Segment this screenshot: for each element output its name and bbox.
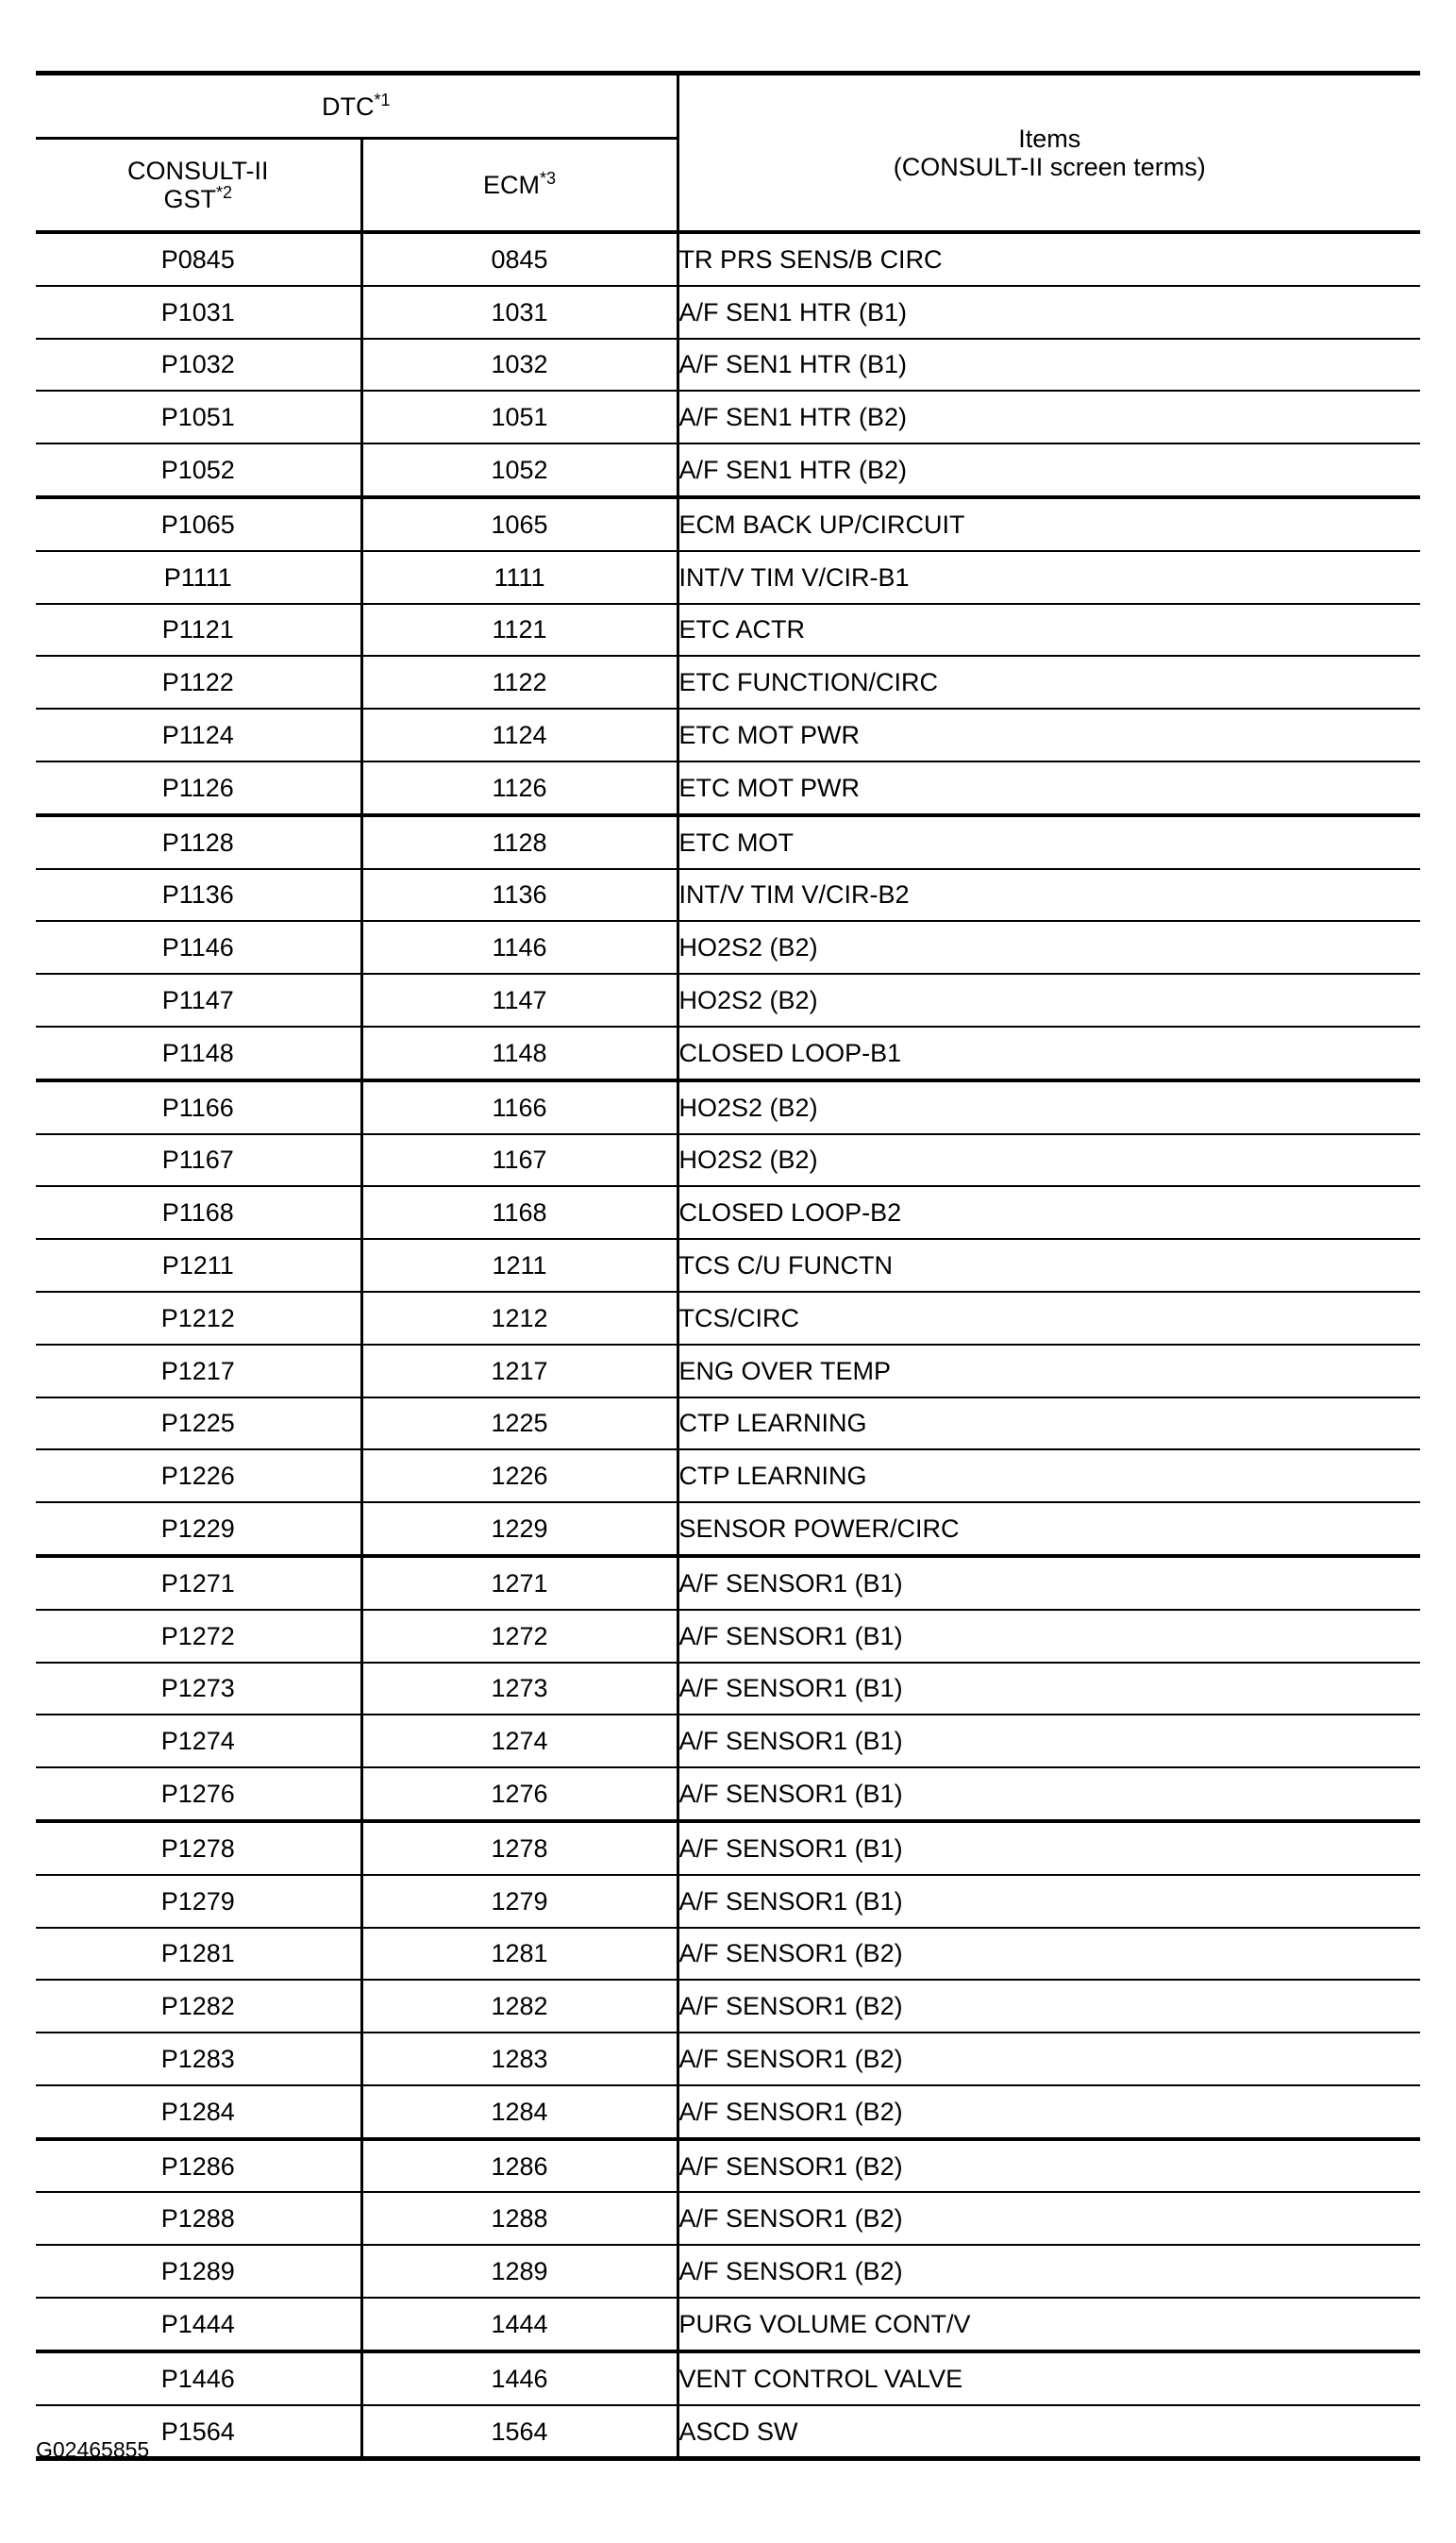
- ecm-code-cell: 1283: [361, 2033, 678, 2085]
- item-cell: A/F SENSOR1 (B2): [678, 2085, 1420, 2139]
- item-cell: A/F SENSOR1 (B2): [678, 2192, 1420, 2245]
- consult-code-cell: P1289: [36, 2245, 361, 2298]
- gst-header-label: GST: [163, 185, 216, 213]
- table-row: [36, 286, 1420, 339]
- table-row: [36, 1027, 1420, 1080]
- item-cell: CLOSED LOOP-B1: [678, 1027, 1420, 1080]
- item-cell: TCS/CIRC: [678, 1292, 1420, 1345]
- ecm-code-cell: 1274: [361, 1715, 678, 1767]
- table-row: [36, 232, 1420, 286]
- table-row: [36, 2351, 1420, 2405]
- ecm-code-cell: 1217: [361, 1345, 678, 1397]
- consult-code-cell: P1274: [36, 1715, 361, 1767]
- ecm-code-cell: 1446: [361, 2351, 678, 2405]
- consult-code-cell: P1122: [36, 656, 361, 709]
- ecm-code-cell: 1282: [361, 1980, 678, 2033]
- ecm-code-cell: 1226: [361, 1449, 678, 1502]
- item-cell: HO2S2 (B2): [678, 1134, 1420, 1187]
- item-cell: A/F SENSOR1 (B1): [678, 1610, 1420, 1663]
- consult-code-cell: P1111: [36, 551, 361, 604]
- item-cell: ETC MOT: [678, 815, 1420, 869]
- ecm-code-cell: 1212: [361, 1292, 678, 1345]
- ecm-code-cell: 1281: [361, 1928, 678, 1981]
- table-row: [36, 1767, 1420, 1821]
- ecm-code-cell: 1167: [361, 1134, 678, 1187]
- ecm-code-cell: 1136: [361, 869, 678, 922]
- item-cell: ETC MOT PWR: [678, 709, 1420, 761]
- table-row: [36, 1875, 1420, 1928]
- table-header: [36, 74, 1420, 233]
- consult-code-cell: P1124: [36, 709, 361, 761]
- table-row: [36, 1980, 1420, 2033]
- table-row: [36, 815, 1420, 869]
- dtc-group-header: [36, 74, 678, 139]
- table-row: [36, 497, 1420, 551]
- item-cell: VENT CONTROL VALVE: [678, 2351, 1420, 2405]
- table-row: [36, 1080, 1420, 1134]
- consult-code-cell: P1147: [36, 974, 361, 1027]
- consult-code-cell: P1217: [36, 1345, 361, 1397]
- table-row: [36, 1821, 1420, 1875]
- consult-code-cell: P1276: [36, 1767, 361, 1821]
- consult-code-cell: P1065: [36, 497, 361, 551]
- items-header-sublabel: (CONSULT-II screen terms): [893, 153, 1206, 181]
- table-row: [36, 391, 1420, 443]
- consult-code-cell: P1146: [36, 921, 361, 974]
- table-row: [36, 1134, 1420, 1187]
- item-cell: A/F SEN1 HTR (B1): [678, 286, 1420, 339]
- item-cell: HO2S2 (B2): [678, 921, 1420, 974]
- ecm-code-cell: 1147: [361, 974, 678, 1027]
- ecm-code-cell: 1284: [361, 2085, 678, 2139]
- consult-code-cell: P1126: [36, 761, 361, 815]
- ecm-code-cell: 1276: [361, 1767, 678, 1821]
- item-cell: A/F SENSOR1 (B2): [678, 1928, 1420, 1981]
- consult-code-cell: P1446: [36, 2351, 361, 2405]
- consult-code-cell: P1148: [36, 1027, 361, 1080]
- item-cell: HO2S2 (B2): [678, 974, 1420, 1027]
- table-row: [36, 1345, 1420, 1397]
- consult-code-cell: P0845: [36, 232, 361, 286]
- consult-code-cell: P1278: [36, 1821, 361, 1875]
- ecm-code-cell: 1166: [361, 1080, 678, 1134]
- item-cell: A/F SENSOR1 (B1): [678, 1821, 1420, 1875]
- ecm-code-cell: 1126: [361, 761, 678, 815]
- dtc-table: [36, 71, 1420, 2461]
- table-row: [36, 1449, 1420, 1502]
- consult-code-cell: P1282: [36, 1980, 361, 2033]
- table-row: [36, 1186, 1420, 1239]
- table-row: [36, 1715, 1420, 1767]
- table-row: [36, 443, 1420, 497]
- consult-code-cell: P1168: [36, 1186, 361, 1239]
- item-cell: INT/V TIM V/CIR-B1: [678, 551, 1420, 604]
- dtc-footnote-mark: *1: [374, 90, 391, 109]
- item-cell: HO2S2 (B2): [678, 1080, 1420, 1134]
- consult-code-cell: P1284: [36, 2085, 361, 2139]
- items-header-label: Items: [1018, 125, 1081, 153]
- table-row: [36, 1502, 1420, 1556]
- item-cell: ETC MOT PWR: [678, 761, 1420, 815]
- table-row: [36, 2245, 1420, 2298]
- table-row: [36, 2085, 1420, 2139]
- consult-code-cell: P1167: [36, 1134, 361, 1187]
- ecm-code-cell: 1278: [361, 1821, 678, 1875]
- consult-code-cell: P1283: [36, 2033, 361, 2085]
- ecm-code-cell: 1272: [361, 1610, 678, 1663]
- consult-code-cell: P1121: [36, 604, 361, 657]
- ecm-code-cell: 1146: [361, 921, 678, 974]
- ecm-code-cell: 1271: [361, 1556, 678, 1610]
- item-cell: A/F SEN1 HTR (B1): [678, 339, 1420, 392]
- gst-footnote-mark: *2: [216, 183, 233, 202]
- ecm-code-cell: 1444: [361, 2298, 678, 2351]
- table-row: [36, 1928, 1420, 1981]
- table-row: [36, 1556, 1420, 1610]
- consult-code-cell: P1211: [36, 1239, 361, 1292]
- item-cell: A/F SENSOR1 (B2): [678, 1980, 1420, 2033]
- ecm-code-cell: 1168: [361, 1186, 678, 1239]
- item-cell: CLOSED LOOP-B2: [678, 1186, 1420, 1239]
- ecm-code-cell: 1122: [361, 656, 678, 709]
- table-body: [36, 232, 1420, 2459]
- items-column-header: [678, 74, 1420, 233]
- ecm-code-cell: 1111: [361, 551, 678, 604]
- item-cell: ENG OVER TEMP: [678, 1345, 1420, 1397]
- figure-id: G02465855: [36, 2437, 150, 2462]
- ecm-code-cell: 1229: [361, 1502, 678, 1556]
- ecm-code-cell: 1121: [361, 604, 678, 657]
- table-row: [36, 709, 1420, 761]
- item-cell: A/F SENSOR1 (B1): [678, 1556, 1420, 1610]
- item-cell: A/F SEN1 HTR (B2): [678, 391, 1420, 443]
- ecm-code-cell: 1051: [361, 391, 678, 443]
- ecm-code-cell: 1031: [361, 286, 678, 339]
- ecm-code-cell: 1225: [361, 1397, 678, 1450]
- table-row: [36, 1239, 1420, 1292]
- item-cell: TCS C/U FUNCTN: [678, 1239, 1420, 1292]
- table-row: [36, 2298, 1420, 2351]
- table-row: [36, 2192, 1420, 2245]
- item-cell: A/F SENSOR1 (B2): [678, 2139, 1420, 2193]
- table-row: [36, 604, 1420, 657]
- consult-code-cell: P1229: [36, 1502, 361, 1556]
- table-row: [36, 2139, 1420, 2193]
- item-cell: TR PRS SENS/B CIRC: [678, 232, 1420, 286]
- consult-code-cell: P1212: [36, 1292, 361, 1345]
- consult-code-cell: P1444: [36, 2298, 361, 2351]
- consult-code-cell: P1288: [36, 2192, 361, 2245]
- ecm-code-cell: 1128: [361, 815, 678, 869]
- consult-code-cell: P1286: [36, 2139, 361, 2193]
- ecm-code-cell: 1032: [361, 339, 678, 392]
- consult-code-cell: P1128: [36, 815, 361, 869]
- ecm-code-cell: 1065: [361, 497, 678, 551]
- consult-column-header: [36, 139, 361, 233]
- item-cell: SENSOR POWER/CIRC: [678, 1502, 1420, 1556]
- ecm-header-label: ECM: [483, 171, 540, 199]
- ecm-column-header: [361, 139, 678, 233]
- item-cell: INT/V TIM V/CIR-B2: [678, 869, 1420, 922]
- consult-code-cell: P1279: [36, 1875, 361, 1928]
- ecm-code-cell: 1289: [361, 2245, 678, 2298]
- consult-code-cell: P1031: [36, 286, 361, 339]
- consult-code-cell: P1052: [36, 443, 361, 497]
- consult-code-cell: P1166: [36, 1080, 361, 1134]
- table-row: [36, 2033, 1420, 2085]
- item-cell: ETC ACTR: [678, 604, 1420, 657]
- item-cell: CTP LEARNING: [678, 1449, 1420, 1502]
- consult-header-label: CONSULT-II: [126, 157, 269, 185]
- table-row: [36, 1663, 1420, 1715]
- table-row: [36, 1610, 1420, 1663]
- ecm-code-cell: 1052: [361, 443, 678, 497]
- consult-code-cell: P1032: [36, 339, 361, 392]
- item-cell: ASCD SW: [678, 2405, 1420, 2459]
- consult-code-cell: P1564: [36, 2405, 361, 2459]
- item-cell: A/F SENSOR1 (B1): [678, 1715, 1420, 1767]
- consult-code-cell: P1272: [36, 1610, 361, 1663]
- table-row: [36, 1292, 1420, 1345]
- item-cell: A/F SENSOR1 (B1): [678, 1875, 1420, 1928]
- dtc-label: DTC: [322, 92, 375, 121]
- table-row: [36, 1397, 1420, 1450]
- consult-code-cell: P1225: [36, 1397, 361, 1450]
- consult-code-cell: P1281: [36, 1928, 361, 1981]
- item-cell: ECM BACK UP/CIRCUIT: [678, 497, 1420, 551]
- ecm-code-cell: 1286: [361, 2139, 678, 2193]
- ecm-footnote-mark: *3: [540, 169, 557, 188]
- ecm-code-cell: 1564: [361, 2405, 678, 2459]
- item-cell: PURG VOLUME CONT/V: [678, 2298, 1420, 2351]
- consult-code-cell: P1271: [36, 1556, 361, 1610]
- item-cell: A/F SENSOR1 (B1): [678, 1767, 1420, 1821]
- table-row: [36, 974, 1420, 1027]
- table-row: [36, 2405, 1420, 2459]
- table-row: [36, 869, 1420, 922]
- consult-code-cell: P1051: [36, 391, 361, 443]
- dtc-table-container: [36, 71, 1420, 2461]
- ecm-code-cell: 1211: [361, 1239, 678, 1292]
- item-cell: A/F SENSOR1 (B2): [678, 2245, 1420, 2298]
- item-cell: ETC FUNCTION/CIRC: [678, 656, 1420, 709]
- item-cell: A/F SEN1 HTR (B2): [678, 443, 1420, 497]
- consult-code-cell: P1273: [36, 1663, 361, 1715]
- ecm-code-cell: 1124: [361, 709, 678, 761]
- ecm-code-cell: 0845: [361, 232, 678, 286]
- ecm-code-cell: 1148: [361, 1027, 678, 1080]
- consult-code-cell: P1136: [36, 869, 361, 922]
- consult-code-cell: P1226: [36, 1449, 361, 1502]
- item-cell: A/F SENSOR1 (B2): [678, 2033, 1420, 2085]
- ecm-code-cell: 1279: [361, 1875, 678, 1928]
- ecm-code-cell: 1288: [361, 2192, 678, 2245]
- table-row: [36, 656, 1420, 709]
- item-cell: CTP LEARNING: [678, 1397, 1420, 1450]
- item-cell: A/F SENSOR1 (B1): [678, 1663, 1420, 1715]
- table-row: [36, 761, 1420, 815]
- ecm-code-cell: 1273: [361, 1663, 678, 1715]
- table-row: [36, 339, 1420, 392]
- table-row: [36, 921, 1420, 974]
- table-row: [36, 551, 1420, 604]
